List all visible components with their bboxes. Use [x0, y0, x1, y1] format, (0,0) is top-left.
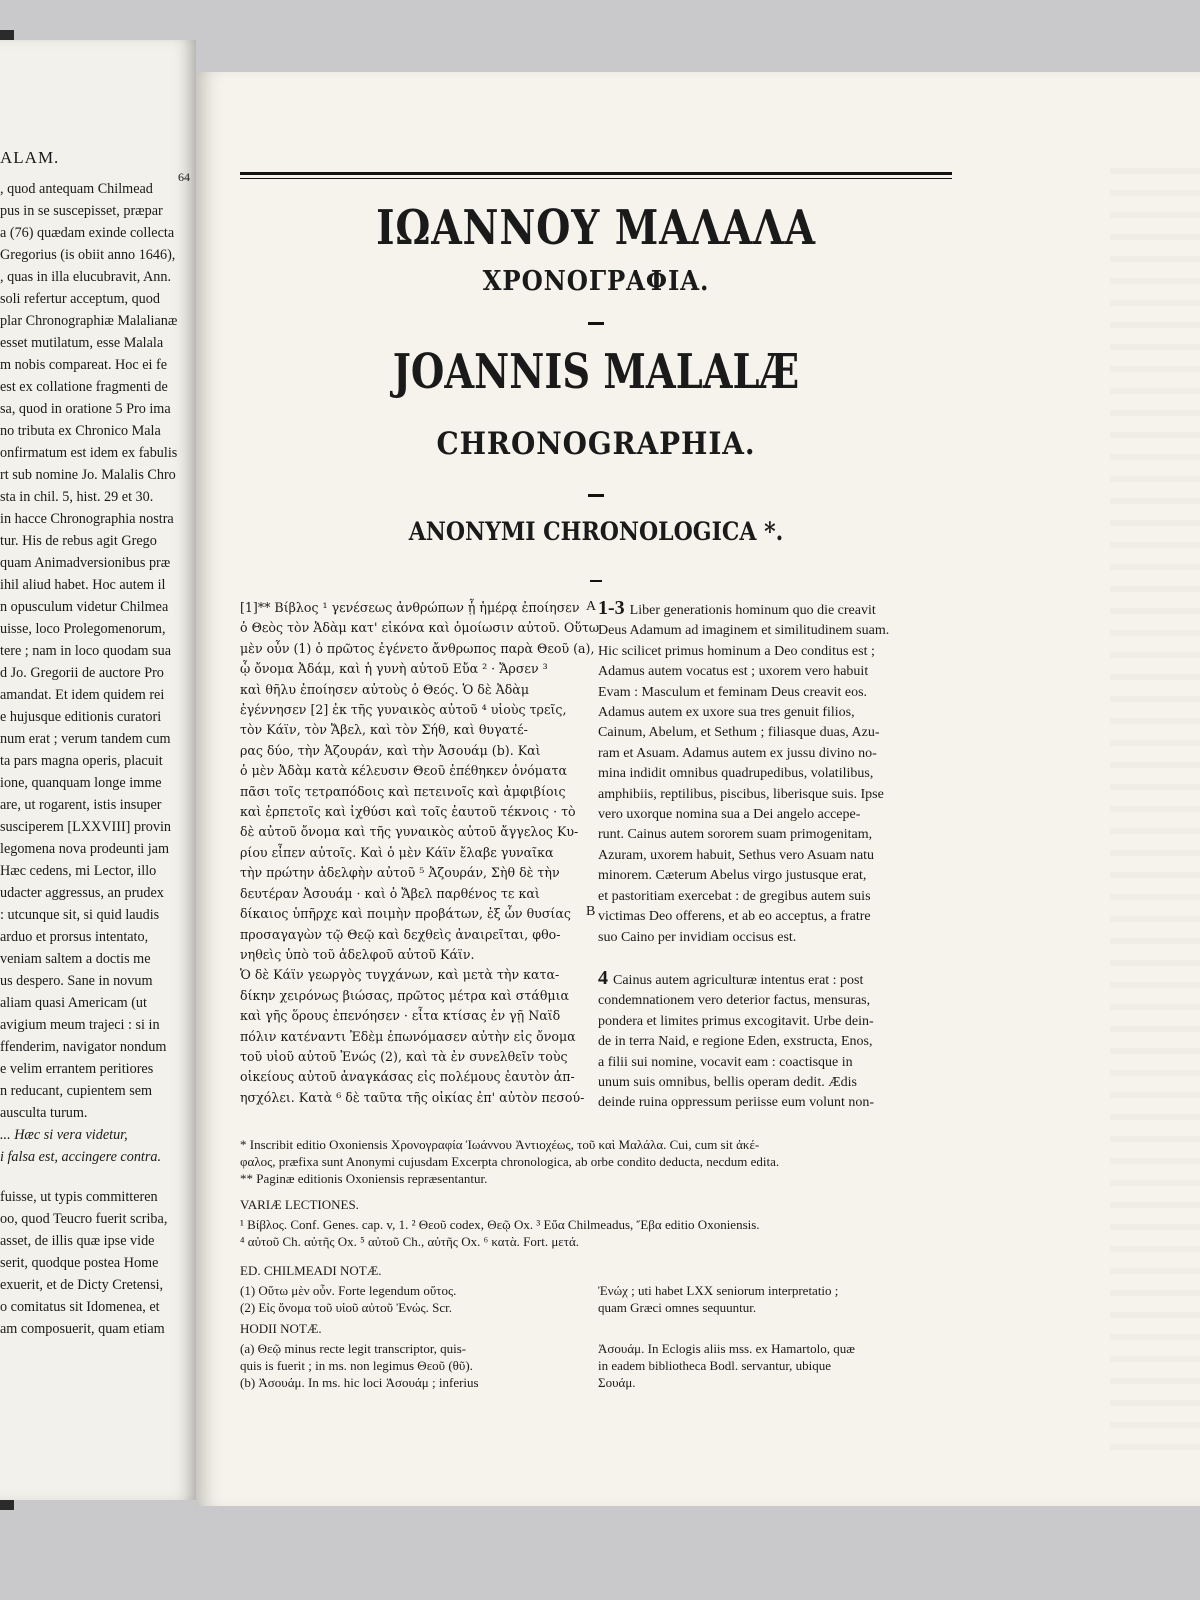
margin-marker-a: A [586, 599, 597, 614]
left-text-line: in hacce Chronographia nostra [0, 511, 174, 527]
left-text-line: sa, quod in oratione 5 Pro ima [0, 401, 171, 417]
greek-text-line: καὶ ἑρπετοῖς καὶ ἰχθύσι καὶ τοῖς ἑαυτοῦ τέκνοις · τὸ [240, 804, 576, 820]
latin-text-line: Adamus autem ex uxore sua tres genuit filios, [598, 705, 855, 721]
greek-text-line: οἰκείους αὐτοῦ ἀναγκάσας εἰς πολέμους ἑαυτὸν ἀπ- [240, 1069, 575, 1085]
greek-text-line: ρίου εἶπεν αὐτοῖς. Καὶ ὁ μὲν Κάϊν ἔλαβε γυναῖκα [240, 844, 554, 860]
left-text-line: ausculta turum. [0, 1105, 88, 1121]
left-italic-line: ... Hæc si vera videtur, [0, 1127, 128, 1143]
latin-text-line: Cainum, Abelum, et Sethum ; filiasque duas, Azu- [598, 725, 880, 741]
greek-text-line: ὁ Θεὸς τὸν Ἀδὰμ κατ' εἰκόνα καὶ ὁμοίωσιν αὐτοῦ. Οὕτω [240, 620, 600, 636]
margin-marker-b: B [586, 904, 596, 919]
hodii-notes-heading: HODII NOTÆ. [240, 1321, 322, 1336]
chilmead-notes-heading: ED. CHILMEADI NOTÆ. [240, 1263, 382, 1278]
latin-text-line: unum suis omnibus, bellis operam dedit. Ædis [598, 1074, 857, 1090]
greek-text-line: δίκαιος ὑπῆρχε καὶ ποιμὴν προβάτων, ἐξ ὧν θυσίας [240, 906, 571, 922]
latin-text-line: runt. Cainus autem sororem suam primogenitam, [598, 827, 873, 843]
greek-text-line: τοῦ υἱοῦ αὐτοῦ Ἐνώς (2), καὶ τὰ ἐν συνελθεῖν τοὺς [240, 1048, 568, 1064]
greek-text-line: καὶ θῆλυ ἐποίησεν αὐτοὺς ὁ Θεός. Ὁ δὲ Ἀδὰμ [240, 681, 529, 697]
left-text-line: e hujusque editionis curatori [0, 709, 162, 725]
latin-text-line: Deus Adamum ad imaginem et similitudinem suam. [598, 623, 890, 639]
divider-dash [588, 322, 604, 325]
title-latin: JOANNIS MALALÆ [392, 344, 800, 400]
latin-text-line: Evam : Masculum et feminam Deus creavit eos. [598, 684, 868, 700]
latin-text-line: et pastoritiam exercebat : de gregibus autem suis [598, 888, 871, 904]
greek-text-column [240, 598, 600, 1108]
hodii-notes-left [240, 1340, 592, 1391]
note-line: Ἐνώχ ; uti habet LXX seniorum interpretatio ; [598, 1283, 839, 1298]
show-through-text [1110, 152, 1200, 1452]
left-text-line: us despero. Sane in novum [0, 973, 153, 989]
note-line: quis is fuerit ; in ms. non legimus Θεοῦ (θῦ). [240, 1358, 473, 1373]
latin-text-line: condemnationem vero deterior factus, mensuras, [598, 993, 871, 1009]
left-text-line: o comitatus sit Idomenea, et [0, 1299, 160, 1315]
left-text-line: avigium meum trajeci : si in [0, 1017, 160, 1033]
latin-text-line: suo Caino per invidiam occisus est. [598, 929, 797, 945]
left-text-line: asset, de illis quæ ipse vide [0, 1233, 155, 1249]
left-text-line: , quas in illa elucubravit, Ann. [0, 269, 172, 285]
latin-text-line: Adamus autem vocatus est ; uxorem vero habuit [598, 664, 869, 680]
subtitle-latin: CHRONOGRAPHIA. [436, 426, 756, 462]
left-text-line: Hæc cedens, mi Lector, illo [0, 863, 157, 879]
latin-text-line: de in terra Naid, e regione Eden, exstructa, Enos, [598, 1034, 873, 1050]
left-italic-line: i falsa est, accingere contra. [0, 1149, 162, 1165]
left-text-line: onfirmatum est idem ex fabulis [0, 445, 178, 461]
greek-text-line: Ὁ δὲ Κάϊν γεωργὸς τυγχάνων, καὶ μετὰ τὴν κατα- [240, 967, 560, 983]
greek-text-line: πᾶσι τοῖς τετραπόδοις καὶ πετεινοῖς καὶ ἀμφιβίοις [240, 783, 566, 799]
left-text-line: oo, quod Teucro fuerit scriba, [0, 1211, 168, 1227]
left-text-line: serit, quodque postea Home [0, 1255, 159, 1271]
left-text-line: ta pars magna operis, placuit [0, 753, 163, 769]
variae-line: ⁴ αὐτοῦ Ch. αὐτῆς Ox. ⁵ αὐτοῦ Ch., αὐτῆς Ox. ⁶ κατὰ. Fort. μετά. [240, 1234, 580, 1249]
latin-text-line: vero uxorque nomina sua a Dei angelo accepe- [598, 807, 861, 823]
left-text-column [0, 178, 196, 1340]
left-text-line: amandat. Et idem quidem rei [0, 687, 165, 703]
note-line: (a) Θεῷ minus recte legit transcriptor, quis- [240, 1341, 467, 1356]
latin-text-line: minorem. Cæterum Abelus virgo justusque erat, [598, 868, 867, 884]
latin-text-line: 4 Cainus autem agriculturæ intentus erat : post [598, 966, 864, 989]
left-text-line: legomena nova prodeunti jam [0, 841, 170, 857]
variae-lectiones-heading: VARIÆ LECTIONES. [240, 1197, 359, 1212]
left-text-line: no tributa ex Chronico Mala [0, 423, 161, 439]
greek-text-line: δευτέραν Ἀσουάμ · καὶ ὁ Ἄβελ παρθένος τε καὶ [240, 885, 540, 901]
subtitle-greek: ΧΡΟΝΟΓΡΑΦΙΑ. [482, 266, 710, 297]
variae-lectiones [240, 1216, 952, 1250]
latin-text-line: ram et Asuam. Adamus autem ex jussu divino no- [598, 745, 877, 761]
left-text-line: soli refertur acceptum, quod [0, 291, 160, 307]
latin-text-line: 1-3 Liber generationis hominum quo die creavit [598, 597, 876, 619]
greek-text-line: ἐγέννησεν [2] ἐκ τῆς γυναικὸς αὐτοῦ ⁴ υἱοὺς τρεῖς, [240, 702, 567, 718]
latin-text-line: mina indidit omnibus quadrupedibus, volatilibus, [598, 766, 874, 782]
divider-dash [590, 580, 602, 582]
left-page [0, 40, 196, 1500]
left-text-line: Gregorius (is obiit anno 1646), [0, 247, 176, 263]
left-text-line: quam Animadversionibus præ [0, 555, 171, 571]
left-text-line: udacter aggressus, an prudex [0, 885, 164, 901]
left-text-line: pus in se suscepisset, præpar [0, 203, 163, 219]
footnote-line: φαλος, præfixa sunt Anonymi cujusdam Excerpta chronologica, ab orbe condito deducta, necdum edita. [240, 1154, 780, 1169]
title-greek: ΙΩΑΝΝΟΥ ΜΑΛΑΛΑ [376, 200, 816, 256]
greek-text-line: δίκην χειρόνως βιώσας, πρῶτος μέτρα καὶ στάθμια [240, 987, 570, 1003]
variae-line: ¹ Βίβλος. Conf. Genes. cap. v, 1. ² Θεοῦ codex, Θεῷ Ox. ³ Εὔα Chilmeadus, Ἔβα editio Oxoniensis. [240, 1217, 760, 1232]
left-text-line: m nobis compareat. Hoc ei fe [0, 357, 168, 373]
greek-text-line: μὲν οὖν (1) ὁ πρῶτος ἐγένετο ἄνθρωπος παρὰ Θεοῦ (a), [240, 640, 595, 656]
left-text-line: ione, quanquam longe imme [0, 775, 162, 791]
latin-text-line: victimas Deo offerens, et ab eo acceptus, a fratre [598, 909, 871, 925]
greek-text-line: δὲ αὐτοῦ ὄνομα καὶ τῆς γυναικὸς αὐτοῦ ἄγγελος Κυ- [240, 824, 579, 840]
note-line: (1) Οὕτω μὲν οὖν. Forte legendum οὕτος. [240, 1283, 457, 1298]
note-line: (2) Εἰς ὄνομα τοῦ υἱοῦ αὐτοῦ Ἐνώς. Scr. [240, 1300, 453, 1315]
hodii-notes-right [598, 1340, 950, 1391]
latin-text-column [598, 598, 944, 1114]
latin-text-line: Hic scilicet primus hominum a Deo conditus est ; [598, 643, 875, 659]
left-text-line: arduo et prorsus intentato, [0, 929, 149, 945]
note-line: Σουάμ. [598, 1375, 636, 1390]
left-text-line: num erat ; verum tandem cum [0, 731, 171, 747]
left-text-line: a (76) quædam exinde collecta [0, 225, 175, 241]
note-line: (b) Ἀσουάμ. In ms. hic loci Ἀσουάμ ; inferius [240, 1375, 479, 1390]
latin-text-line: a filii sui nomine, vocavit eam : coactisque in [598, 1054, 853, 1070]
chilmead-notes-left [240, 1282, 592, 1316]
left-text-line: esset mutilatum, esse Malala [0, 335, 164, 351]
left-text-line: uisse, loco Prolegomenorum, [0, 621, 166, 637]
left-text-line: veniam saltem a doctis me [0, 951, 151, 967]
latin-text-line: Azuram, uxorem habuit, Sethus vero Asuam natu [598, 847, 875, 863]
right-page [196, 72, 1200, 1506]
left-text-line: exuerit, et de Dicty Cretensi, [0, 1277, 164, 1293]
footnote-line: ** Paginæ editionis Oxoniensis repræsentantur. [240, 1171, 488, 1186]
left-text-line: e velim errantem peritiores [0, 1061, 154, 1077]
greek-text-line: τὸν Κάϊν, τὸν Ἄβελ, καὶ τὸν Σήθ, καὶ θυγατέ- [240, 722, 528, 738]
greek-text-line: τὴν πρώτην ἀδελφὴν αὐτοῦ ⁵ Ἀζουράν, Σὴθ δὲ τὴν [240, 865, 560, 881]
left-text-line: n opusculum videtur Chilmea [0, 599, 169, 615]
left-running-head: ALAM. [0, 148, 60, 167]
section-heading: ANONYMI CHRONOLOGICA *. [408, 517, 784, 546]
left-text-line: plar Chronographiæ Malalianæ [0, 313, 178, 329]
greek-text-line: πόλιν κατέναντι Ἐδὲμ ἐπωνόμασεν αὐτὴν εἰς ὄνομα [240, 1028, 576, 1044]
left-text-line: tur. His de rebus agit Grego [0, 533, 157, 549]
note-line: in eadem bibliotheca Bodl. servantur, ubique [598, 1358, 832, 1373]
greek-text-line: ὁ μὲν Ἀδὰμ κατὰ κέλευσιν Θεοῦ ἐπέθηκεν ὀνόματα [240, 763, 567, 779]
left-text-line: tere ; nam in loco quodam sua [0, 643, 171, 659]
top-rule-thin [240, 178, 952, 179]
left-text-line: rt sub nomine Jo. Malalis Chro [0, 467, 176, 483]
chilmead-notes-right [598, 1282, 950, 1316]
left-text-line: ihil aliud habet. Hoc autem il [0, 577, 166, 593]
latin-text-line: pondera et limites primus excogitavit. Urbe dein- [598, 1013, 874, 1029]
note-line: quam Græci omnes sequuntur. [598, 1300, 757, 1315]
divider-dash [588, 494, 604, 497]
left-text-line: are, ut rogarent, istis insuper [0, 797, 162, 813]
left-text-line: d Jo. Gregorii de auctore Pro [0, 665, 164, 681]
left-text-line: est ex collatione fragmenti de [0, 379, 168, 395]
left-page-number: 64 [178, 170, 190, 184]
left-text-line: , quod antequam Chilmead [0, 181, 153, 197]
latin-text-line [598, 948, 944, 968]
top-rule [240, 172, 952, 175]
greek-text-line: ησχόλει. Κατὰ ⁶ δὲ ταῦτα τῆς οἰκίας ἐπ' αὐτὸν πεσού- [240, 1089, 585, 1105]
greek-text-line: ᾧ ὄνομα Ἀδάμ, καὶ ἡ γυνὴ αὐτοῦ Εὔα ² · Ἄρσεν ³ [240, 661, 548, 677]
left-text-line: : utcunque sit, si quid laudis [0, 907, 160, 923]
greek-text-line: νηθεὶς ὑπὸ τοῦ ἀδελφοῦ αὐτοῦ Κάϊν. [240, 946, 475, 962]
greek-text-line: καὶ γῆς ὅρους ἐπενόησεν · εἶτα κτίσας ἐν γῇ Ναϊδ [240, 1008, 561, 1024]
note-line: Ἀσουάμ. In Eclogis aliis mss. ex Hamartolo, quæ [598, 1341, 855, 1356]
left-text-line: n reducant, cupientem sem [0, 1083, 153, 1099]
left-text-line: ffenderim, navigator nondum [0, 1039, 167, 1055]
greek-text-line: ρας δύο, τὴν Ἀζουράν, καὶ τὴν Ἀσουάμ (b). Καὶ [240, 742, 541, 758]
latin-text-line: deinde ruina oppressum periisse eum volunt non- [598, 1095, 875, 1111]
greek-text-line: προσαγαγὼν τῷ Θεῷ καὶ δεχθεὶς ἀναιρεῖται, φθο- [240, 926, 561, 942]
footnotes [240, 1136, 952, 1187]
left-text-line: susciperem [LXXVIII] provin [0, 819, 171, 835]
latin-text-line: amphibiis, reptilibus, piscibus, liberisque suis. Ipse [598, 786, 884, 802]
left-text-line: am composuerit, quam etiam [0, 1321, 165, 1337]
left-text-line: aliam quasi Americam (ut [0, 995, 147, 1011]
left-text-line: sta in chil. 5, hist. 29 et 30. [0, 489, 154, 505]
left-text-line: fuisse, ut typis committeren [0, 1189, 158, 1205]
footnote-line: * Inscribit editio Oxoniensis Χρονογραφία Ἰωάννου Ἀντιοχέως, τοῦ καὶ Μαλάλα. Cui, cum sit ἀκέ- [240, 1137, 760, 1152]
greek-text-line: [1]** Βίβλος ¹ γενέσεως ἀνθρώπων ᾗ ἡμέρᾳ ἐποίησεν [240, 600, 580, 615]
